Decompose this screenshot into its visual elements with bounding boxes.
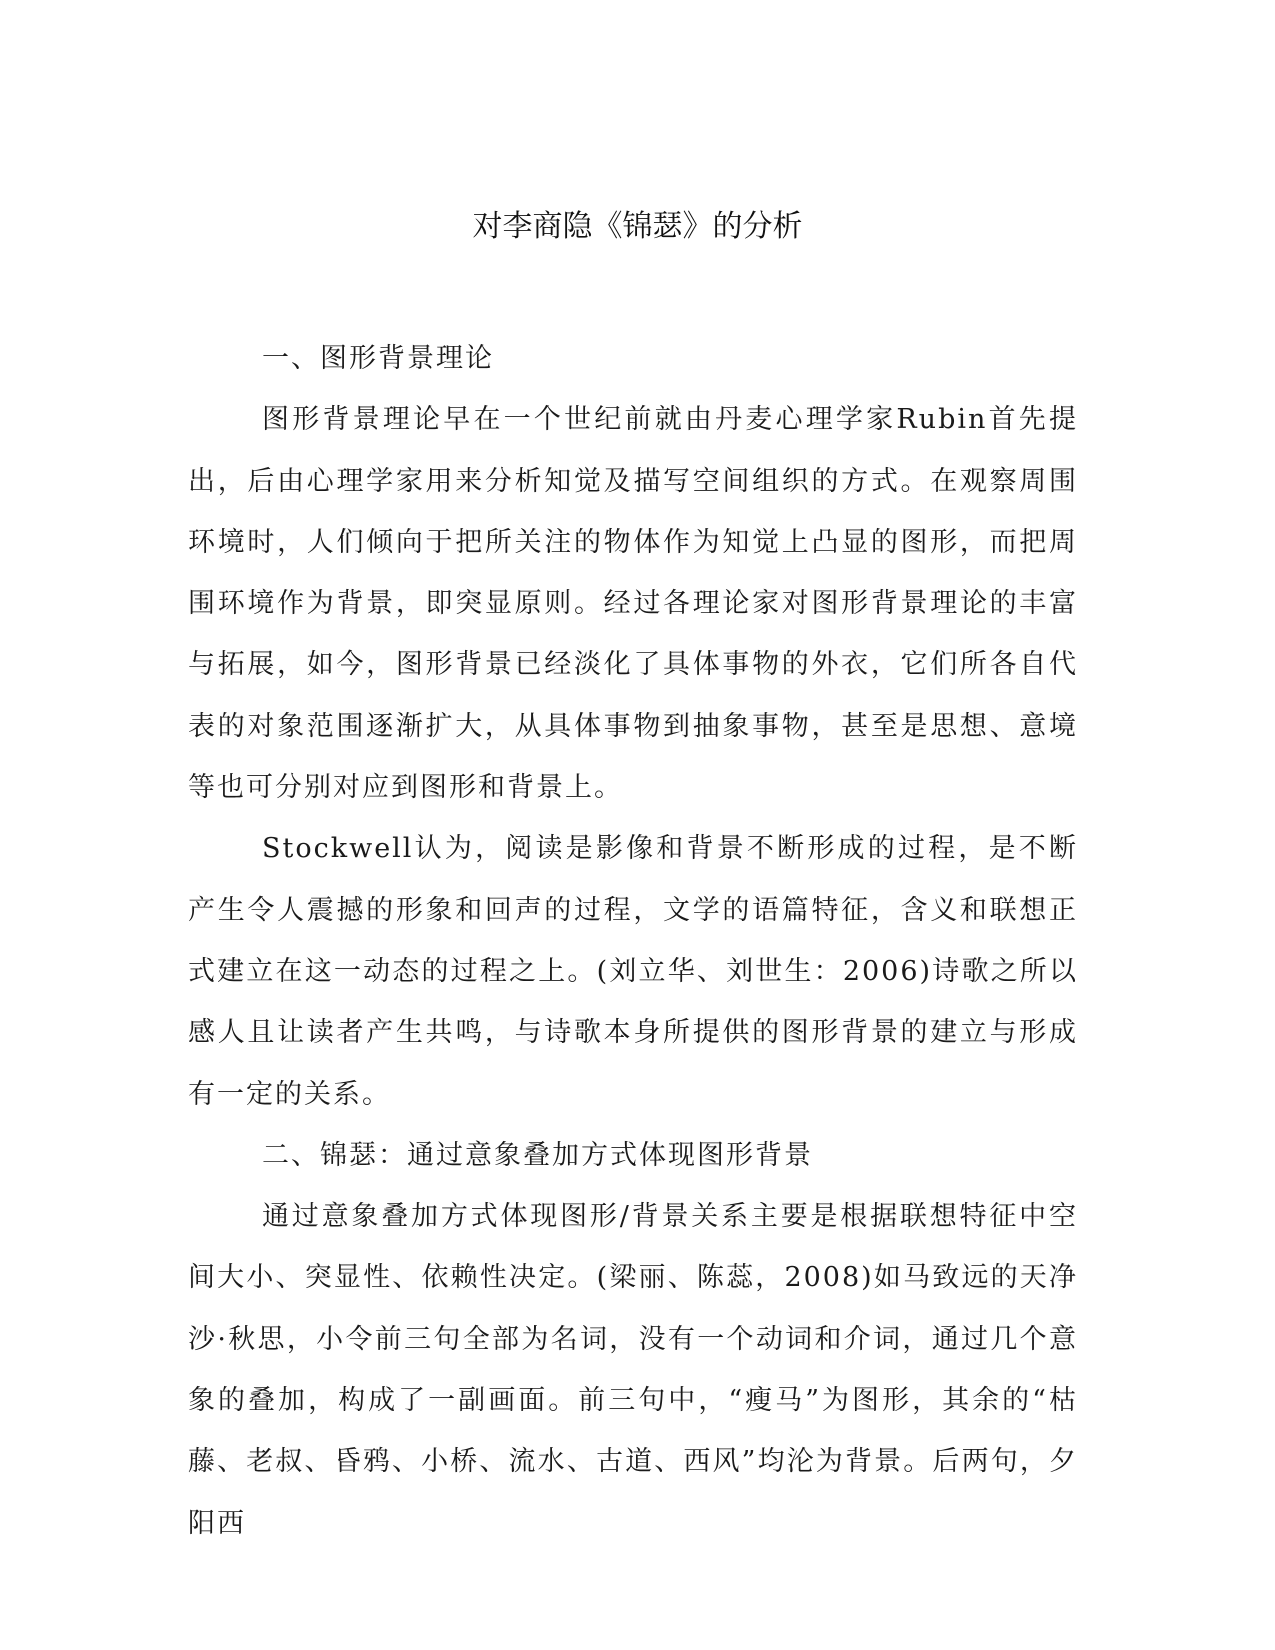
document-title: 对李商隐《锦瑟》的分析 xyxy=(472,209,803,244)
section-heading: 一、图形背景理论 xyxy=(262,343,494,374)
section-heading: 二、锦瑟：通过意象叠加方式体现图形背景 xyxy=(262,1139,813,1171)
document-body xyxy=(188,328,1078,1554)
paragraph: 通过意象叠加方式体现图形/背景关系主要是根据联想特征中空间大小、突显性、依赖性决定。(梁丽、陈蕊，2008)如马致远的天净沙·秋思，小令前三句全部为名词，没有一个动词和介词，通过几个意象的叠加，构成了一副画面。前三句中，“瘦马”为图形，其余的“枯藤、老叔、昏鸦、小桥、流水、古道、西风”均沦为背景。后两句，夕阳西 xyxy=(188,1201,1078,1539)
paragraph: 图形背景理论早在一个世纪前就由丹麦心理学家Rubin首先提出，后由心理学家用来分析知觉及描写空间组织的方式。在观察周围环境时，人们倾向于把所关注的物体作为知觉上凸显的图形，而把周围环境作为背景，即突显原则。经过各理论家对图形背景理论的丰富与拓展，如今，图形背景已经淡化了具体事物的外衣，它们所各自代表的对象范围逐渐扩大，从具体事物到抽象事物，甚至是思想、意境等也可分别对应到图形和背景上。 xyxy=(188,404,1078,804)
paragraph: Stockwell认为，阅读是影像和背景不断形成的过程，是不断产生令人震撼的形象和回声的过程，文学的语篇特征，含义和联想正式建立在这一动态的过程之上。(刘立华、刘世生：2006)诗歌之所以感人且让读者产生共鸣，与诗歌本身所提供的图形背景的建立与形成有一定的关系。 xyxy=(188,833,1078,1110)
